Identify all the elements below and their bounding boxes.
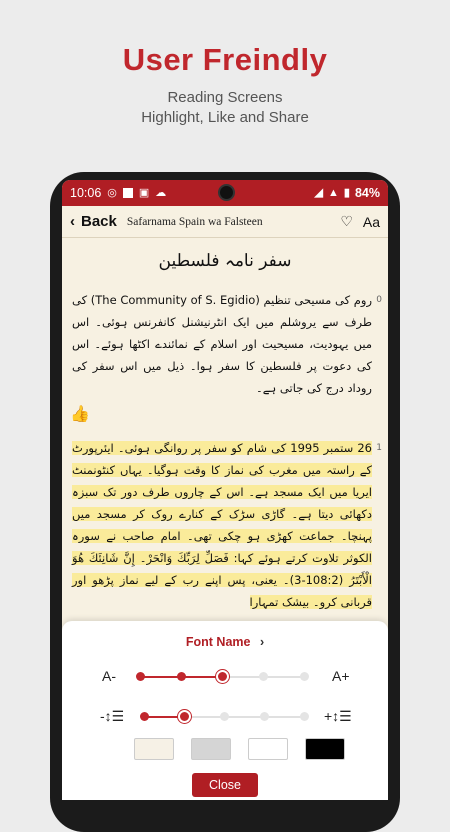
- font-name-selector[interactable]: [62, 635, 388, 649]
- slider-knob[interactable]: [216, 670, 229, 683]
- slider-step-dot[interactable]: [220, 712, 229, 721]
- notification-icon: [123, 188, 133, 198]
- wifi-icon: ◢: [314, 187, 324, 199]
- slider-step-dot[interactable]: [136, 672, 145, 681]
- slider-step-dot[interactable]: [140, 712, 149, 721]
- font-size-decrease-button[interactable]: A-: [102, 668, 116, 684]
- hero-header: [0, 42, 450, 128]
- font-size-button[interactable]: Aa: [362, 213, 380, 230]
- paragraph[interactable]: [62, 289, 388, 423]
- slider-step-dot[interactable]: [300, 712, 309, 721]
- slider-step-dot[interactable]: [300, 672, 309, 681]
- paragraph-number: 1: [376, 443, 382, 453]
- signal-icon: ▲: [328, 187, 339, 199]
- back-button[interactable]: [70, 213, 117, 230]
- theme-black-swatch[interactable]: [305, 738, 345, 760]
- chevron-left-icon: ‹: [70, 213, 75, 230]
- hero-subtitle: [0, 88, 450, 128]
- heart-icon[interactable]: ♡: [340, 213, 353, 229]
- paragraph-highlighted[interactable]: [62, 437, 388, 613]
- slider-knob[interactable]: [178, 710, 191, 723]
- slider-step-dot[interactable]: [259, 672, 268, 681]
- theme-white-swatch[interactable]: [248, 738, 288, 760]
- highlighted-text: 26 ستمبر 1995 کی شام کو سفر پر روانگی ہوئی۔ ایئرپورٹ کے راستہ میں مغرب کی نماز کا وقت ہوگیا۔ یہاں کنٹونمنٹ ایریا میں ایک مسجد ہے۔ اس کے چاروں طرف دور تک سبزہ دکھائی دیتا ہے۔ گاڑی سڑک کے کنارے روک کر مسجد میں پہنچا۔ جماعت کھڑی ہو چکی تھی۔ امام صاحب نے سورہ الکوثر تلاوت کرتے ہوئے کہا: فَصَلِّ لِرَبِّكَ وَانْحَرْ۔ إِنَّ شَانِئَكَ هُوَ الْأَبْتَرُ (108:2-3)۔ یعنی، پس اپنے رب کے لیے نماز پڑھو اور قربانی کرو۔ بیشک تمہارا: [72, 441, 373, 609]
- font-size-increase-button[interactable]: A+: [332, 668, 350, 684]
- paragraph-text: روم کی مسیحی تنظیم (The Community of S. Egidio) کی طرف سے یروشلم میں ایک انٹرنیشنل کانفرنس ہوئی۔ اس میں یہودیت، مسیحیت اور اسلام کے نمائندے اکٹھا ہوئے۔ اس کی دعوت پر فلسطین کا سفر ہوا۔ ذیل میں اس سفر کی روداد درج کی جاتی ہے۔: [72, 293, 372, 395]
- hero-subtitle-line2: Highlight, Like and Share: [141, 109, 309, 126]
- slider-step-dot[interactable]: [260, 712, 269, 721]
- line-spacing-decrease-button[interactable]: -↕☰: [100, 708, 125, 724]
- theme-swatches: [134, 738, 345, 760]
- line-spacing-row: [62, 705, 388, 729]
- back-label: Back: [81, 213, 117, 230]
- gallery-icon: ▣: [138, 187, 150, 199]
- front-camera: [218, 184, 235, 201]
- reader-toolbar: [62, 206, 388, 238]
- battery-level: 84%: [354, 186, 380, 200]
- reader-settings-sheet: [62, 621, 388, 800]
- slider-step-dot[interactable]: [177, 672, 186, 681]
- clock: 10:06: [70, 186, 102, 200]
- theme-grey-swatch[interactable]: [191, 738, 231, 760]
- chapter-title: سفر نامہ فلسطین: [158, 251, 292, 271]
- phone-screen: [62, 180, 388, 800]
- cloud-icon: ☁: [155, 187, 167, 199]
- hero-title: User Freindly: [122, 42, 328, 77]
- status-bar: [62, 180, 388, 206]
- hero-subtitle-line1: Reading Screens: [167, 89, 283, 106]
- thumbs-up-icon[interactable]: 👍: [70, 404, 90, 423]
- battery-icon: ▮: [343, 187, 350, 199]
- font-size-row: [62, 665, 388, 689]
- font-name-label: Font Name: [185, 635, 251, 649]
- line-spacing-increase-button[interactable]: +↕☰: [324, 708, 352, 724]
- close-button[interactable]: Close: [192, 773, 258, 797]
- paragraph-number: 0: [376, 295, 382, 305]
- chevron-right-icon: ›: [259, 635, 265, 649]
- book-title: Safarnama Spain wa Falsteen: [126, 215, 263, 228]
- theme-sepia-swatch[interactable]: [134, 738, 174, 760]
- whatsapp-icon: ◎: [107, 187, 117, 199]
